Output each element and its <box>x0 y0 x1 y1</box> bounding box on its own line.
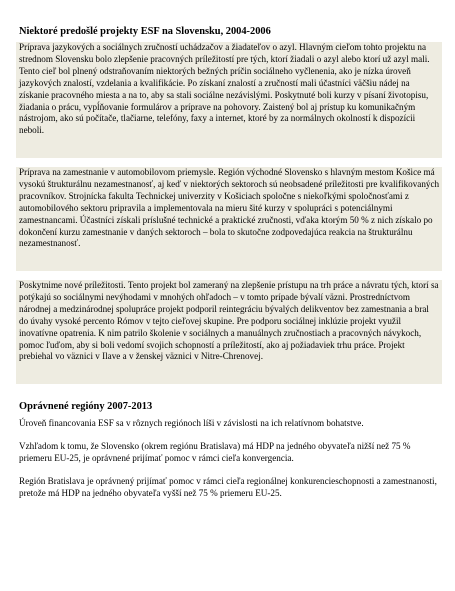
eligible-regions-convergence <box>19 441 443 465</box>
section-heading-previous-projects: Niektoré predošlé projekty ESF na Slovensku, 2004-2006 <box>19 26 271 37</box>
project-paragraph-new-opportunities: Poskytnime nové príležitosti. Tento projekt bol zameraný na zlepšenie prístupu na trh práce a návratu tých, ktorí sa potýkajú so sociálnymi nevýhodami v mnohých ohľadoch – v tomto prípade bývalí väzni. Prostredníctvom národnej a medzinárodnej spolupráce projekt podporil reintegráciu bývalých delikventov bez zamestnania a bral do úvahy vysoké percento Rómov v tejto cieľovej skupine. Pre podporu sociálnej inklúzie projekt využil inovatívne opatrenia. K nim patrilo školenie v sociálnych a manuálnych zručnostiach a pracovných návykoch, pomoc ľuďom, aby si boli vedomí svojich schopností a príležitostí, ako aj požiadaviek trhu práce. Projekt prebiehal vo väznici v Ilave a v ženskej väznici v Nitre-Chrenovej. <box>19 280 439 362</box>
section-heading-eligible-regions: Oprávnené regióny 2007-2013 <box>19 401 153 412</box>
regions-paragraph-convergence: Vzhľadom k tomu, že Slovensko (okrem regiónu Bratislava) má HDP na jedného obyvateľa nižší než 75 % priemeru EU-25, je oprávnené prijímať pomoc v rámci cieľa konvergencia. <box>19 441 411 463</box>
regions-paragraph-bratislava: Región Bratislava je oprávnený prijímať pomoc v rámci cieľa regionálnej konkurencieschopnosti a zamestnanosti, pretože má HDP na jedného obyvateľa vyšší než 75 % priemeru EU-25. <box>19 476 437 498</box>
eligible-regions-intro <box>19 418 443 430</box>
project-box-automotive <box>16 167 442 271</box>
regions-paragraph-funding: Úroveň financovania ESF sa v rôznych regiónoch líši v závislosti na ich relatívnom bohatstve. <box>19 418 364 428</box>
project-paragraph-asylum-seekers: Príprava jazykových a sociálnych zručností uchádzačov a žiadateľov o azyl. Hlavným cieľom tohto projektu na strednom Slovensku bolo zlepšenie pracovných príležitostí pre tých, ktorí žiadali o azyl alebo ktorí už azyl mali. Tento cieľ bol plnený odstraňovaním niektorých bežných príčin sociálneho vyčlenenia, ako je nízka úroveň jazykových znalostí, vzdelania a kvalifikácie. Po získaní znalostí a zručností mali účastníci väčšiu nádej na získanie pracovného miesta a na to, aby sa stali sociálne nezávislými. Poskytnuté boli kurzy v písaní životopisu, žiadania o prácu, vypĺňovanie formulárov a príprave na pohovory. Zaistený bol aj prístup ku komunikačným nástrojom, ako sú počítače, tlačiarne, telefóny, faxy a internet, ktoré by za normálnych okolností k dispozícii neboli. <box>19 42 430 136</box>
project-box-new-opportunities <box>16 280 442 384</box>
eligible-regions-bratislava <box>19 476 443 500</box>
project-box-asylum-seekers <box>16 42 442 158</box>
project-paragraph-automotive: Príprava na zamestnanie v automobilovom priemysle. Región východné Slovensko s hlavným mestom Košice má vysokú štrukturálnu nezamestnanosť, aj keď v niektorých sektoroch sú neobsadené príležitosti pre kvalifikovaných pracovníkov. Strojnícka fakulta Technickej univerzity v Košiciach spoločne s niekoľkými spoločnosťami z automobilového sektoru pripravila a implementovala na mieru šité kurzy v spolupráci s potenciálnymi zamestnancami. Účastníci získali príslušné technické a praktické zručnosti, vďaka ktorým 50 % z nich získalo po dokončení kurzu zamestnanie v daných sektoroch – bola to skutočne zodpovedajúca reakcia na štrukturálnu nezamestnanosť. <box>19 167 440 249</box>
